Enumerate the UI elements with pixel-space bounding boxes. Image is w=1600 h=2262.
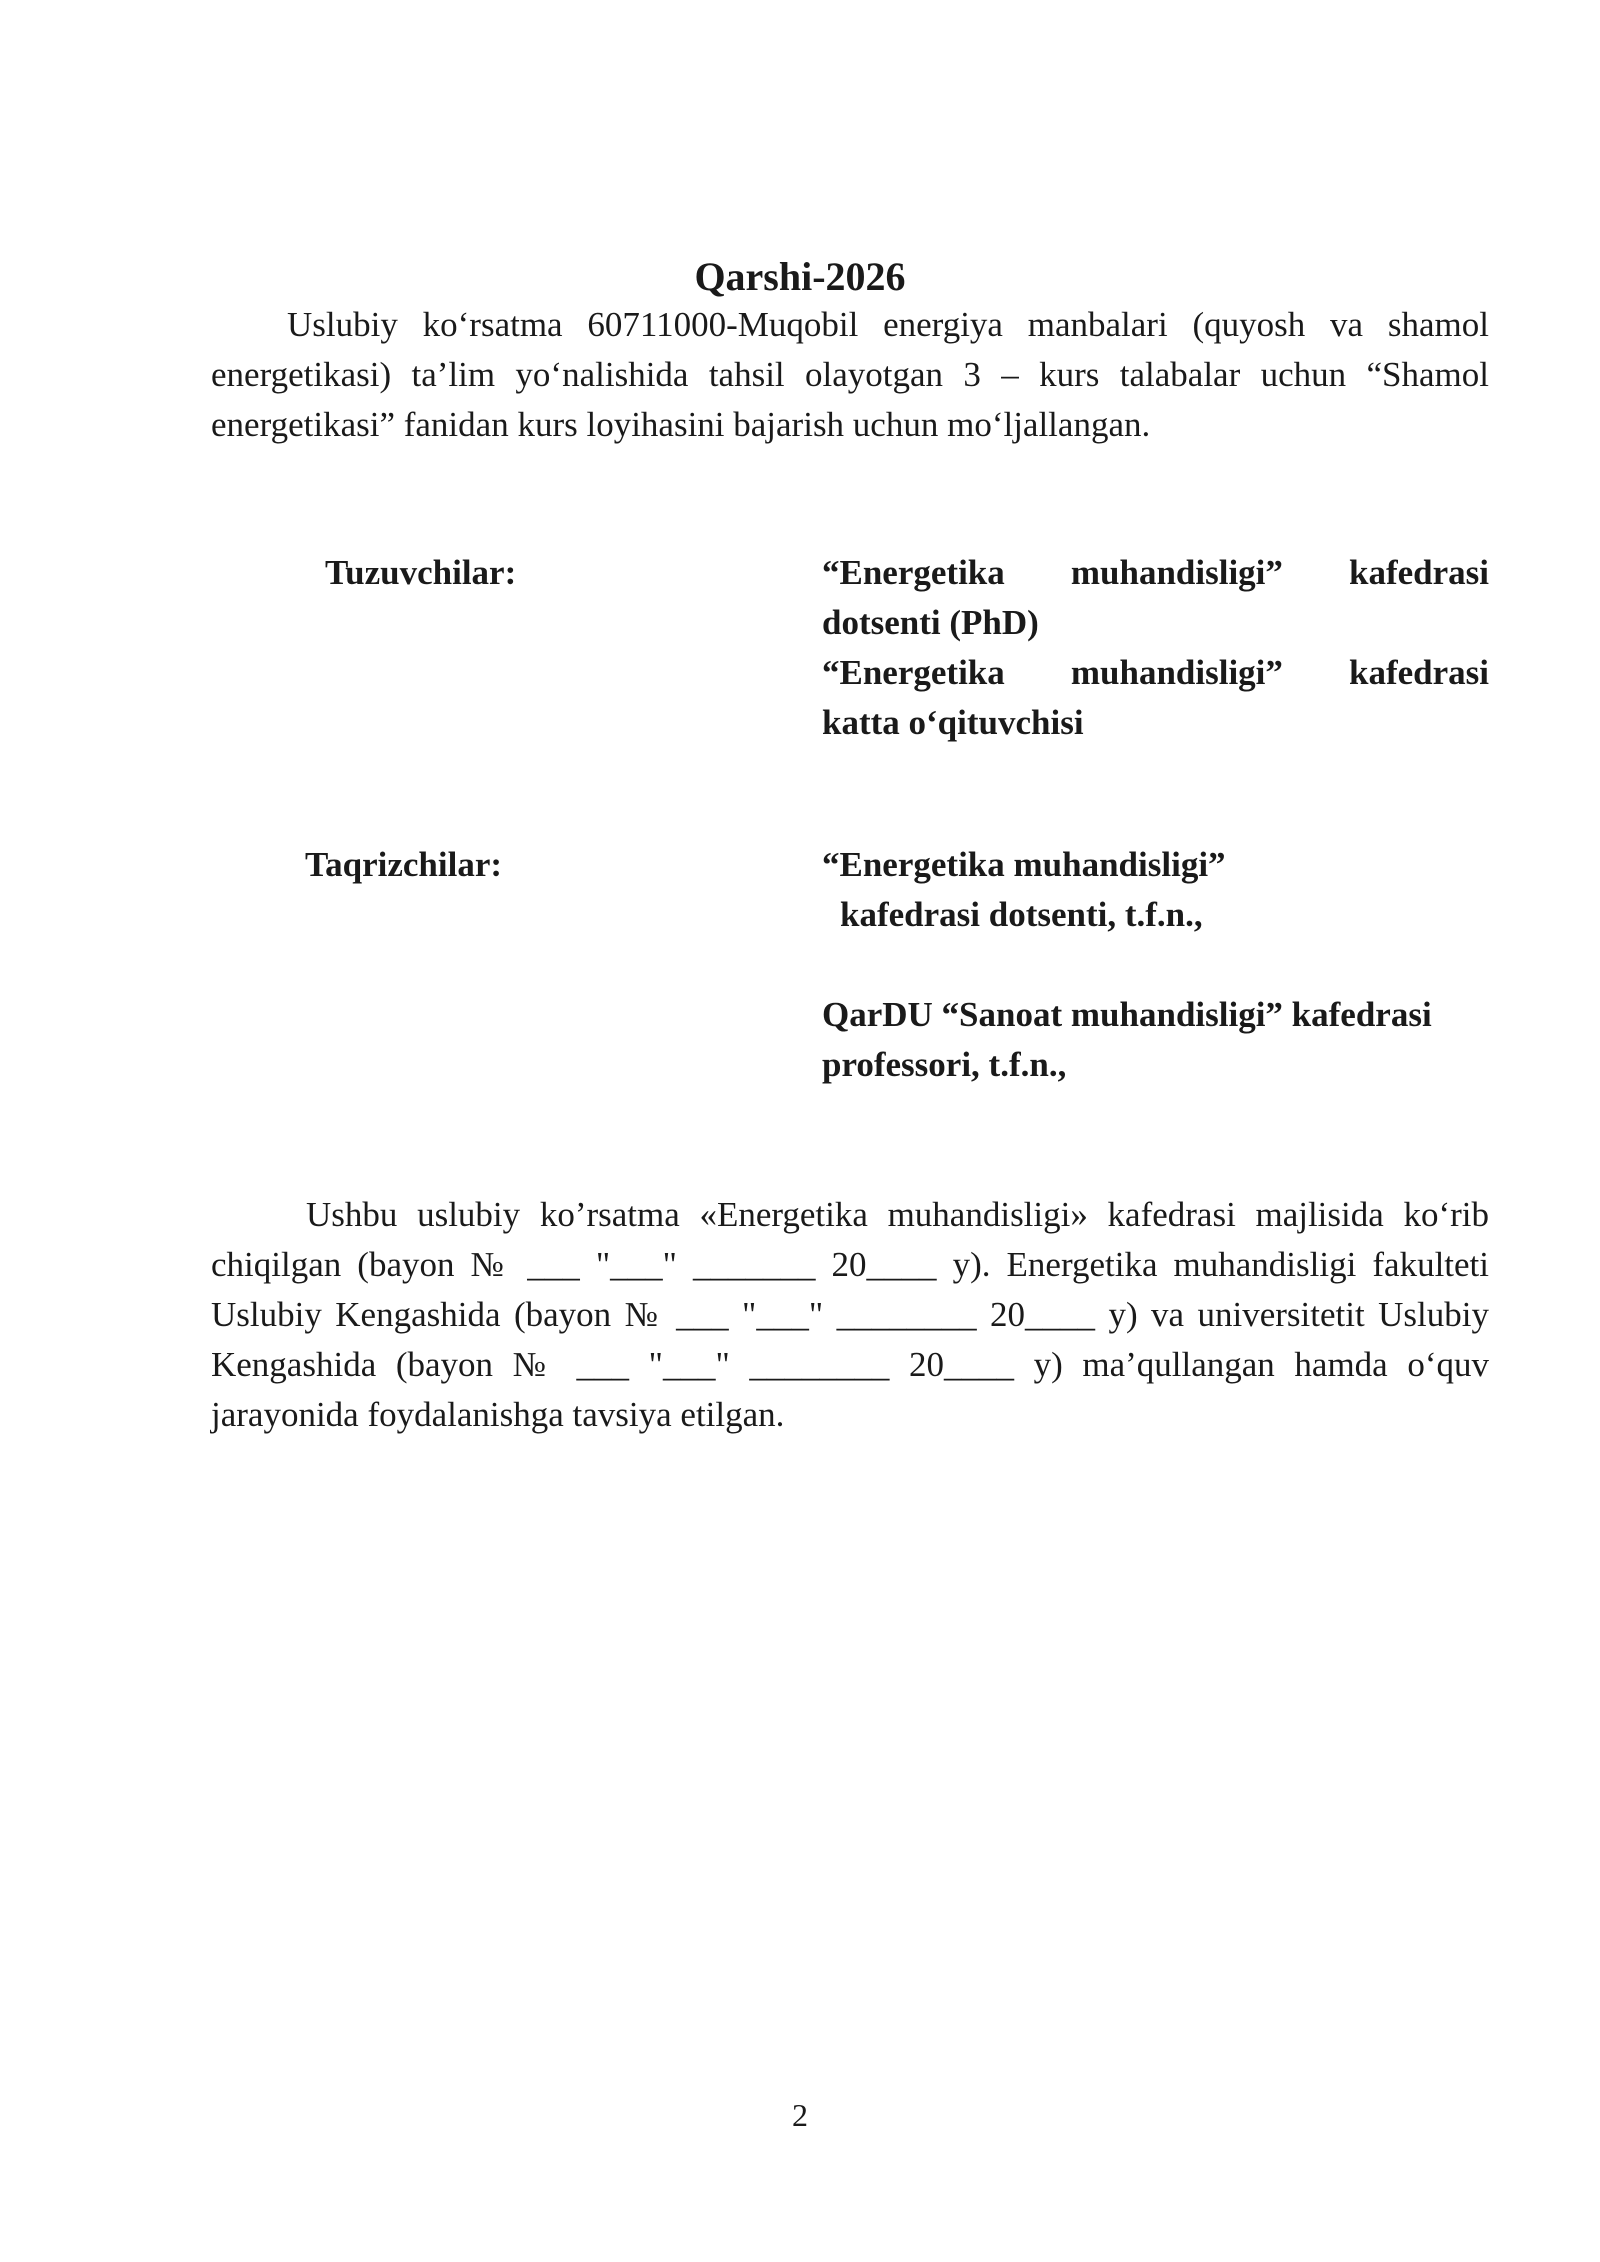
compiler-1-line-2: dotsenti (PhD)	[822, 603, 1039, 642]
compiler-2-line-1	[822, 648, 1489, 698]
compiler-1-word-2: muhandisligi”	[1070, 553, 1283, 592]
approval-paragraph: Ushbu uslubiy ko’rsatma «Energetika muhandisligi» kafedrasi majlisida ko‘rib chiqilgan (bayon № ___ "___" _______ 20____ y). Energetika muhandisligi fakulteti Uslubiy Kengashida (bayon № ___ "___" ________ 20____ y) va universitetit Uslubiy Kengashida (bayon № ___ "___" ________ 20____ y) ma’qullangan hamda o‘quv jarayonida foydalanishga tavsiya etilgan.	[211, 1195, 1489, 1434]
compiler-2-word-2: muhandisligi”	[1070, 653, 1283, 692]
page-number: 2	[792, 2097, 808, 2133]
compiler-1-word-3: kafedrasi	[1349, 553, 1489, 592]
compilers-label: Tuzuvchilar:	[325, 553, 517, 592]
reviewers-label: Taqrizchilar:	[305, 845, 503, 884]
intro-paragraph: Uslubiy ko‘rsatma 60711000-Muqobil energiya manbalari (quyosh va shamol energetikasi) ta’lim yo‘nalishida tahsil olayotgan 3 – kurs talabalar uchun “Shamol energetikasi” fanidan kurs loyihasini bajarish uchun mo‘ljallangan.	[211, 305, 1489, 444]
reviewer-1-block	[822, 840, 1489, 940]
reviewer-1-line-1: “Energetika muhandisligi”	[822, 845, 1226, 884]
compiler-1-line-1	[822, 548, 1489, 598]
reviewer-2-line-2: professori, t.f.n.,	[822, 1045, 1067, 1084]
compiler-1-word-1: “Energetika	[822, 553, 1005, 592]
document-title: Qarshi-2026	[694, 254, 906, 299]
reviewer-2-block	[822, 990, 1489, 1090]
compiler-2-word-3: kafedrasi	[1349, 653, 1489, 692]
reviewer-1-line-2: kafedrasi dotsenti, t.f.n.,	[840, 895, 1203, 934]
reviewer-2-line-1: QarDU “Sanoat muhandisligi” kafedrasi	[822, 995, 1432, 1034]
compiler-2-word-1: “Energetika	[822, 653, 1005, 692]
compilers-block	[822, 548, 1489, 748]
compiler-2-line-2: katta o‘qituvchisi	[822, 703, 1084, 742]
